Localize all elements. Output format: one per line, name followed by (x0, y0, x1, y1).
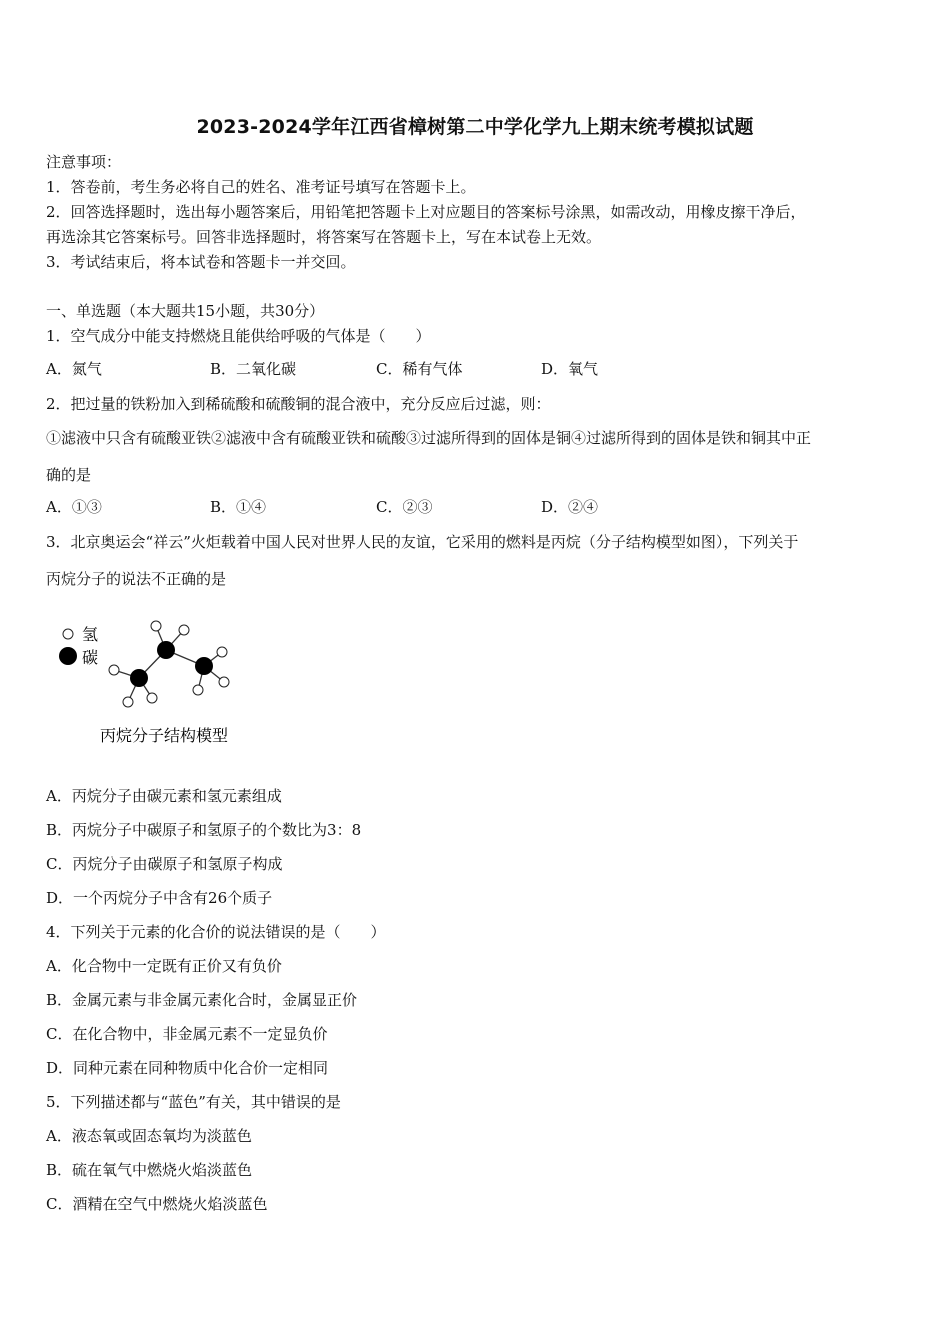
notice-item-3: 3．考试结束后，将本试卷和答题卡一并交回。 (46, 253, 356, 271)
q1-stem: 1．空气成分中能支持燃烧且能供给呼吸的气体是（ ） (46, 327, 431, 345)
q2-option-a: A．①③ (46, 498, 102, 516)
q4-stem: 4．下列关于元素的化合价的说法错误的是（ ） (46, 923, 386, 941)
legend-carbon-icon (59, 647, 77, 665)
q1-option-c: C．稀有气体 (376, 360, 463, 378)
q4-option-b: B．金属元素与非金属元素化合时，金属显正价 (46, 991, 358, 1009)
q4-option-a: A．化合物中一定既有正价又有负价 (46, 957, 282, 975)
notice-item-2: 2．回答选择题时，选出每小题答案后，用铅笔把答题卡上对应题目的答案标号涂黑，如需改动，用橡皮擦干净后， (46, 203, 806, 221)
q3-stem: 3．北京奥运会“祥云”火炬载着中国人民对世界人民的友谊，它采用的燃料是丙烷（分子结构模型如图），下列关于 (46, 533, 799, 551)
q5-option-c: C．酒精在空气中燃烧火焰淡蓝色 (46, 1195, 268, 1213)
q3-option-c: C．丙烷分子由碳原子和氢原子构成 (46, 855, 283, 873)
q5-option-a: A．液态氧或固态氧均为淡蓝色 (46, 1127, 252, 1145)
q2-option-b: B．①④ (210, 498, 267, 516)
legend-carbon-label: 碳 (82, 648, 99, 667)
q3-option-d: D．一个丙烷分子中含有26个质子 (46, 889, 273, 907)
notice-item-2-cont: 再选涂其它答案标号。回答非选择题时，将答案写在答题卡上，写在本试卷上无效。 (46, 228, 602, 246)
q5-stem: 5．下列描述都与“蓝色”有关，其中错误的是 (46, 1093, 341, 1111)
q2-statements-cont: 确的是 (46, 466, 92, 484)
q3-option-a: A．丙烷分子由碳元素和氢元素组成 (46, 787, 282, 805)
q2-statements: ①滤液中只含有硫酸亚铁②滤液中含有硫酸亚铁和硫酸③过滤所得到的固体是铜④过滤所得到的固体是铁和铜其中正 (46, 429, 812, 447)
q1-option-d: D．氧气 (541, 360, 599, 378)
q2-stem: 2．把过量的铁粉加入到稀硫酸和硫酸铜的混合液中，充分反应后过滤，则： (46, 395, 551, 413)
propane-molecule-figure (54, 614, 254, 749)
legend-hydrogen-icon (63, 629, 73, 639)
notice-heading: 注意事项： (46, 153, 122, 171)
q1-option-b: B．二氧化碳 (210, 360, 297, 378)
legend-hydrogen-label: 氢 (82, 625, 99, 644)
figure-caption: 丙烷分子结构模型 (100, 726, 229, 745)
q2-option-d: D．②④ (541, 498, 599, 516)
notice-item-1: 1．答卷前，考生务必将自己的姓名、准考证号填写在答题卡上。 (46, 178, 476, 196)
q1-option-a: A．氮气 (46, 360, 102, 378)
q4-option-c: C．在化合物中，非金属元素不一定显负价 (46, 1025, 328, 1043)
section-heading: 一、单选题（本大题共15小题，共30分） (46, 302, 325, 320)
q3-option-b: B．丙烷分子中碳原子和氢原子的个数比为3：8 (46, 821, 362, 839)
q2-option-c: C．②③ (376, 498, 433, 516)
q5-option-b: B．硫在氧气中燃烧火焰淡蓝色 (46, 1161, 253, 1179)
page-title: 2023-2024学年江西省樟树第二中学化学九上期末统考模拟试题 (196, 116, 754, 138)
q4-option-d: D．同种元素在同种物质中化合价一定相同 (46, 1059, 329, 1077)
q3-stem-cont: 丙烷分子的说法不正确的是 (46, 570, 227, 588)
